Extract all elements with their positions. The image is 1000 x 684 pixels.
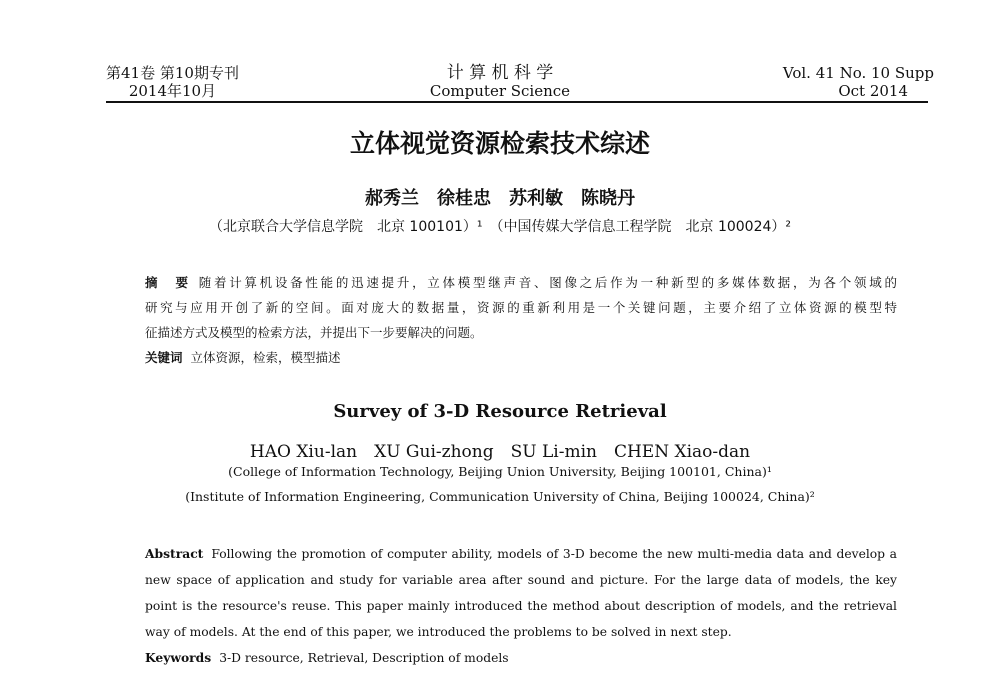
keywords-en: 3-D resource, Retrieval, Description of models <box>219 651 509 665</box>
issue-date-en: Oct 2014 <box>838 82 908 100</box>
journal-name-en: Computer Science <box>429 82 571 100</box>
abstract-en <box>145 541 897 671</box>
paper-title-en: Survey of 3-D Resource Retrieval <box>333 401 667 422</box>
abstract-line: Following the promotion of computer ability, models of 3-D become the new multi-media data and develop a <box>211 547 897 561</box>
volume-issue-en: Vol. 41 No. 10 Supp <box>782 64 934 82</box>
abstract-label-en: Abstract <box>145 546 204 561</box>
abstract-label-cn: 摘 要 <box>145 275 191 290</box>
journal-volume-en <box>783 64 934 100</box>
authors-en: HAO Xiu-lan XU Gui-zhong SU Li-min CHEN Xiao-dan <box>249 442 751 462</box>
affiliations-cn: （北京联合大学信息学院 北京 100101）¹ （中国传媒大学信息工程学院 北京 100024）² <box>208 219 791 235</box>
issue-date-cn: 2014年10月 <box>128 82 217 100</box>
abstract-line: 随着计算机设备性能的迅速提升，立体模型继声音、图像之后作为一种新型的多媒体数据，为各个领域的 <box>198 275 897 290</box>
paper-title-cn: 立体视觉资源检索技术综述 <box>349 129 650 158</box>
abstract-cn <box>145 270 897 370</box>
keywords-cn: 立体资源，检索，模型描述 <box>190 350 341 365</box>
affiliation2-en: (Institute of Information Engineering, Communication University of China, Beijing 100024, China)² <box>185 489 815 504</box>
abstract-line: way of models. At the end of this paper, we introduced the problems to be solved in next step. <box>145 625 732 639</box>
keywords-label-en: Keywords <box>145 650 212 665</box>
affiliation1-en: (College of Information Technology, Beijing Union University, Beijing 100101, China)¹ <box>228 464 772 479</box>
abstract-line: new space of application and study for variable area after sound and picture. For the large data of models, the key <box>145 573 897 587</box>
journal-name-cn: 计 算 机 科 学 <box>446 63 554 83</box>
keywords-label-cn: 关键词 <box>145 350 183 365</box>
abstract-line: 研究与应用开创了新的空间。面对庞大的数据量，资源的重新利用是一个关键问题，主要介绍了立体资源的模型特 <box>145 300 897 315</box>
abstract-line: point is the resource's reuse. This paper mainly introduced the method about description of models, and the retrieval <box>145 599 897 613</box>
authors-cn: 郝秀兰 徐桂忠 苏利敏 陈晓丹 <box>365 188 635 209</box>
abstract-line: 征描述方式及模型的检索方法，并提出下一步要解决的问题。 <box>145 325 483 340</box>
header-rule <box>106 101 928 103</box>
volume-issue: 第41卷 第10期专刊 <box>106 64 239 82</box>
